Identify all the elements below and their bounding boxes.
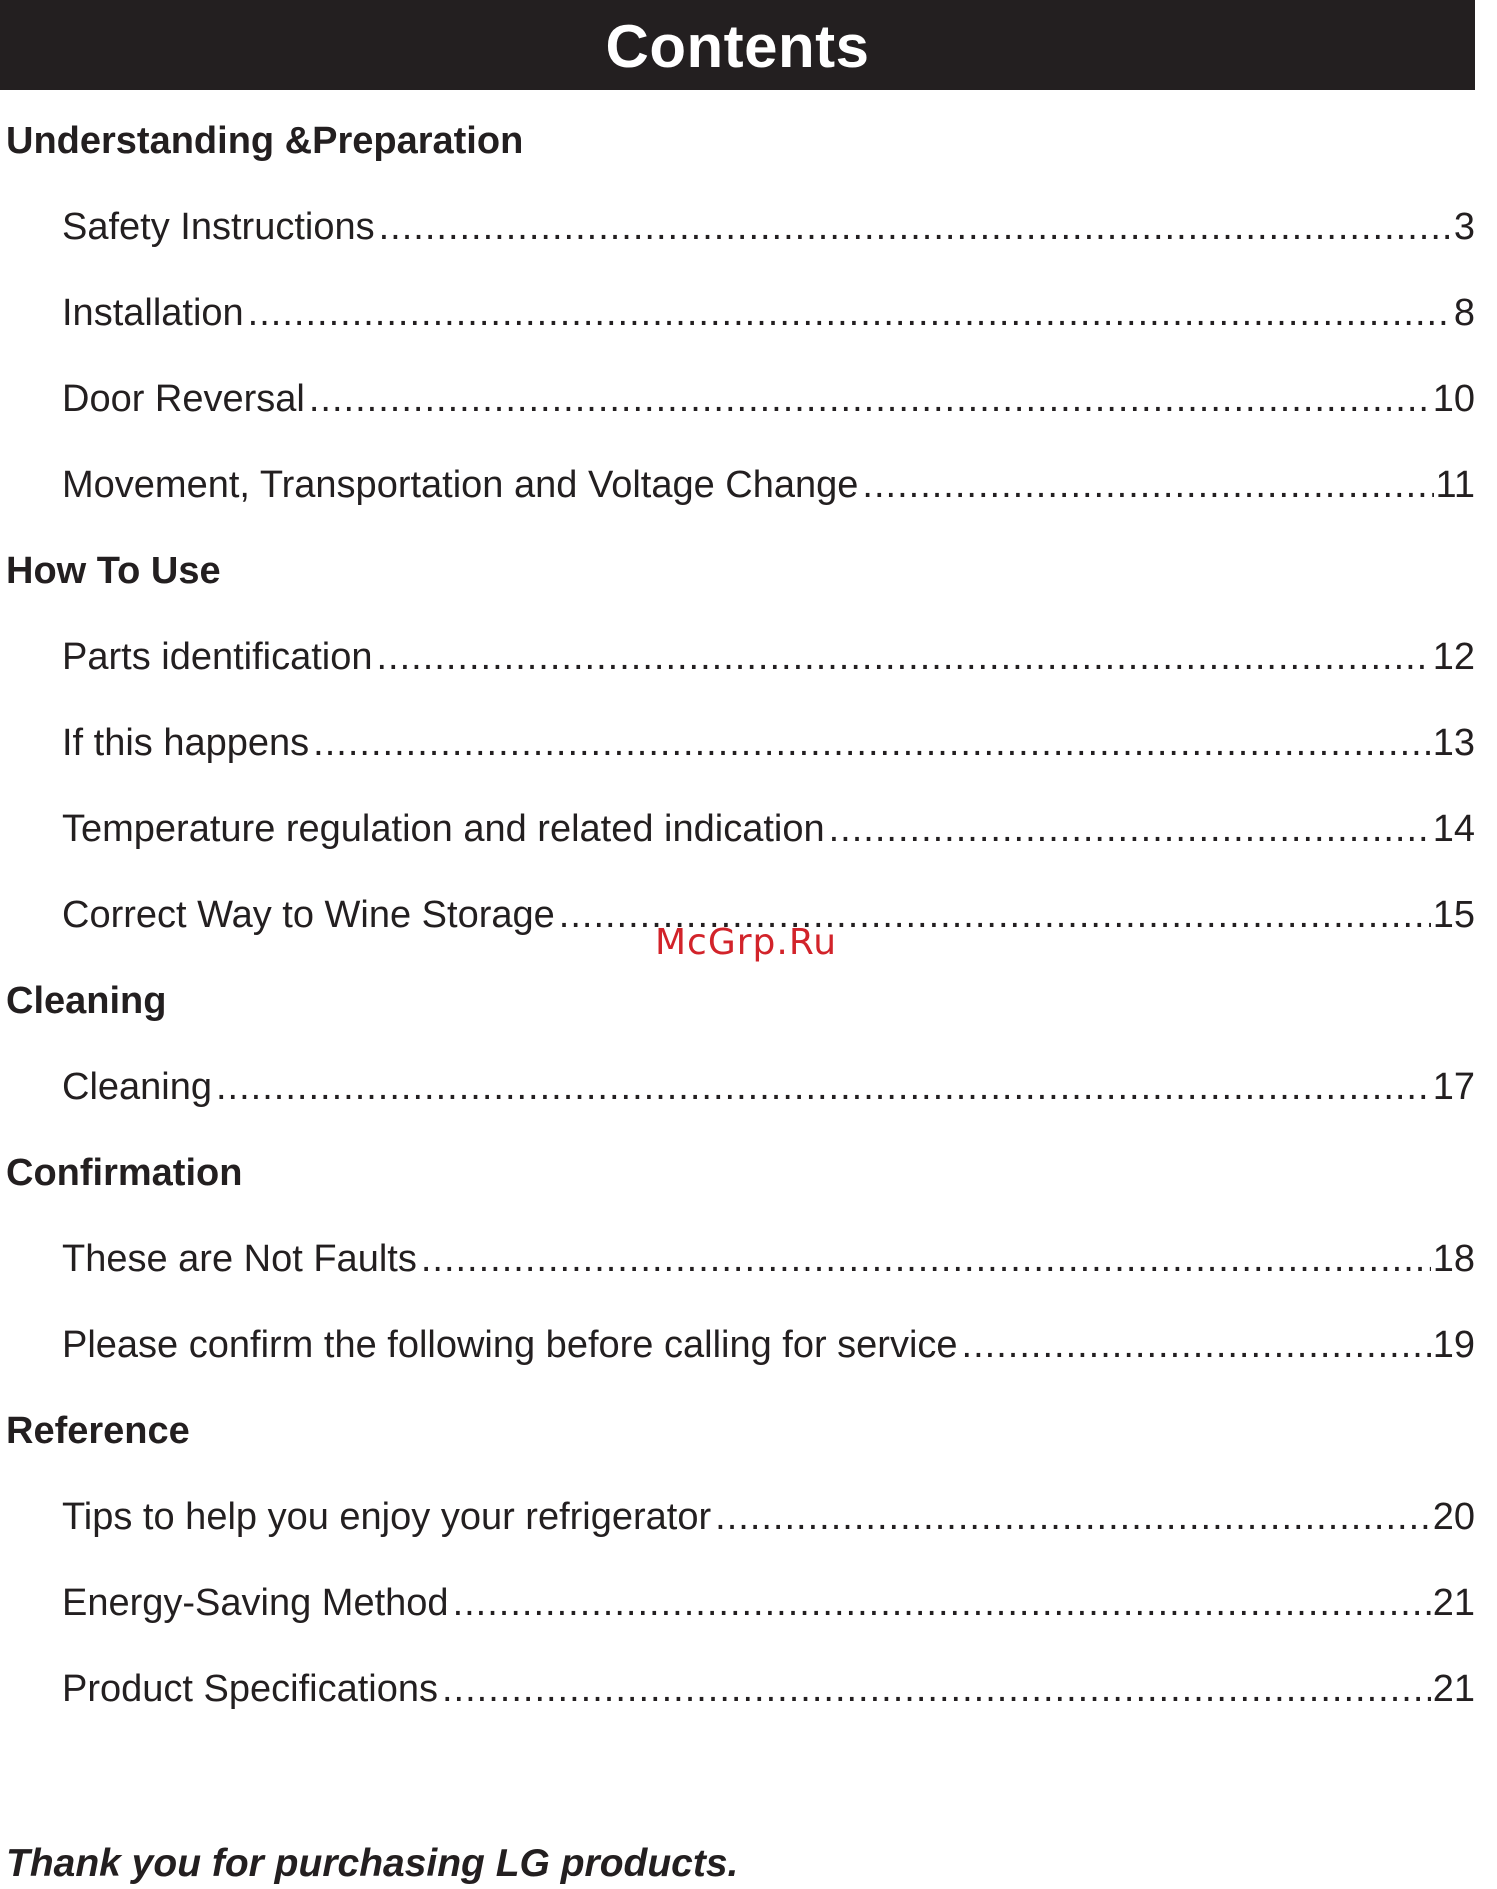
toc-entry-page: 11 — [1435, 463, 1475, 506]
section-heading: Reference — [6, 1409, 190, 1452]
section-heading: Understanding &Preparation — [6, 119, 524, 162]
toc-entry[interactable] — [0, 1216, 1475, 1302]
dot-leader — [421, 1238, 1431, 1281]
toc-entry[interactable] — [0, 270, 1475, 356]
section-heading: How To Use — [6, 549, 221, 592]
toc-entry[interactable] — [0, 614, 1475, 700]
toc-entry[interactable] — [0, 1474, 1475, 1560]
dot-leader — [309, 378, 1431, 421]
dot-leader — [377, 636, 1431, 679]
page-title: Contents — [605, 13, 870, 80]
toc-entry-label: Tips to help you enjoy your refrigerator — [62, 1495, 712, 1538]
dot-leader — [453, 1582, 1431, 1625]
toc-entry-label: Product Specifications — [62, 1667, 438, 1710]
toc-entry-label: Cleaning — [62, 1065, 212, 1108]
toc-entry[interactable] — [0, 442, 1475, 528]
toc-entry-label: These are Not Faults — [62, 1237, 417, 1280]
toc-entry-page: 8 — [1453, 291, 1475, 334]
toc-entry-page: 17 — [1432, 1065, 1475, 1108]
toc-entry-page: 13 — [1432, 721, 1475, 764]
dot-leader — [862, 464, 1433, 507]
toc-entry-page: 21 — [1432, 1667, 1475, 1710]
toc-entry[interactable] — [0, 356, 1475, 442]
toc-entry-page: 14 — [1432, 807, 1475, 850]
toc-entry-label: Safety Instructions — [62, 205, 375, 248]
toc-entry-page: 15 — [1432, 893, 1475, 936]
toc-entry-label: Energy-Saving Method — [62, 1581, 449, 1624]
section-heading: Confirmation — [6, 1151, 243, 1194]
title-bar — [0, 0, 1475, 90]
toc-entry-page: 21 — [1432, 1581, 1475, 1624]
toc-entry-page: 12 — [1432, 635, 1475, 678]
toc-entry[interactable] — [0, 184, 1475, 270]
toc-entry-label: Please confirm the following before calling for service — [62, 1323, 958, 1366]
toc-entry[interactable] — [0, 1560, 1475, 1646]
watermark: McGrp.Ru — [655, 922, 838, 963]
dot-leader — [216, 1066, 1431, 1109]
dot-leader — [379, 206, 1452, 249]
section-heading: Cleaning — [6, 979, 167, 1022]
table-of-contents — [0, 98, 1475, 1732]
toc-entry-label: Temperature regulation and related indication — [62, 807, 825, 850]
dot-leader — [248, 292, 1452, 335]
toc-entry[interactable] — [0, 1302, 1475, 1388]
dot-leader — [442, 1668, 1431, 1711]
toc-entry[interactable] — [0, 1646, 1475, 1732]
dot-leader — [715, 1496, 1431, 1539]
toc-entry[interactable] — [0, 700, 1475, 786]
dot-leader — [962, 1324, 1431, 1367]
dot-leader — [313, 722, 1431, 765]
toc-entry-label: Door Reversal — [62, 377, 305, 420]
toc-entry-label: Movement, Transportation and Voltage Change — [62, 463, 859, 506]
toc-entry[interactable] — [0, 1044, 1475, 1130]
toc-entry-page: 18 — [1432, 1237, 1475, 1280]
toc-entry-label: If this happens — [62, 721, 310, 764]
toc-entry-page: 3 — [1453, 205, 1475, 248]
toc-entry-page: 20 — [1432, 1495, 1475, 1538]
footer-note: Thank you for purchasing LG products. — [6, 1842, 739, 1885]
toc-entry-page: 10 — [1432, 377, 1475, 420]
toc-entry-label: Parts identification — [62, 635, 373, 678]
dot-leader — [829, 808, 1431, 851]
toc-entry-label: Correct Way to Wine Storage — [62, 893, 555, 936]
toc-entry-page: 19 — [1432, 1323, 1475, 1366]
toc-entry-label: Installation — [62, 291, 244, 334]
toc-entry[interactable] — [0, 786, 1475, 872]
